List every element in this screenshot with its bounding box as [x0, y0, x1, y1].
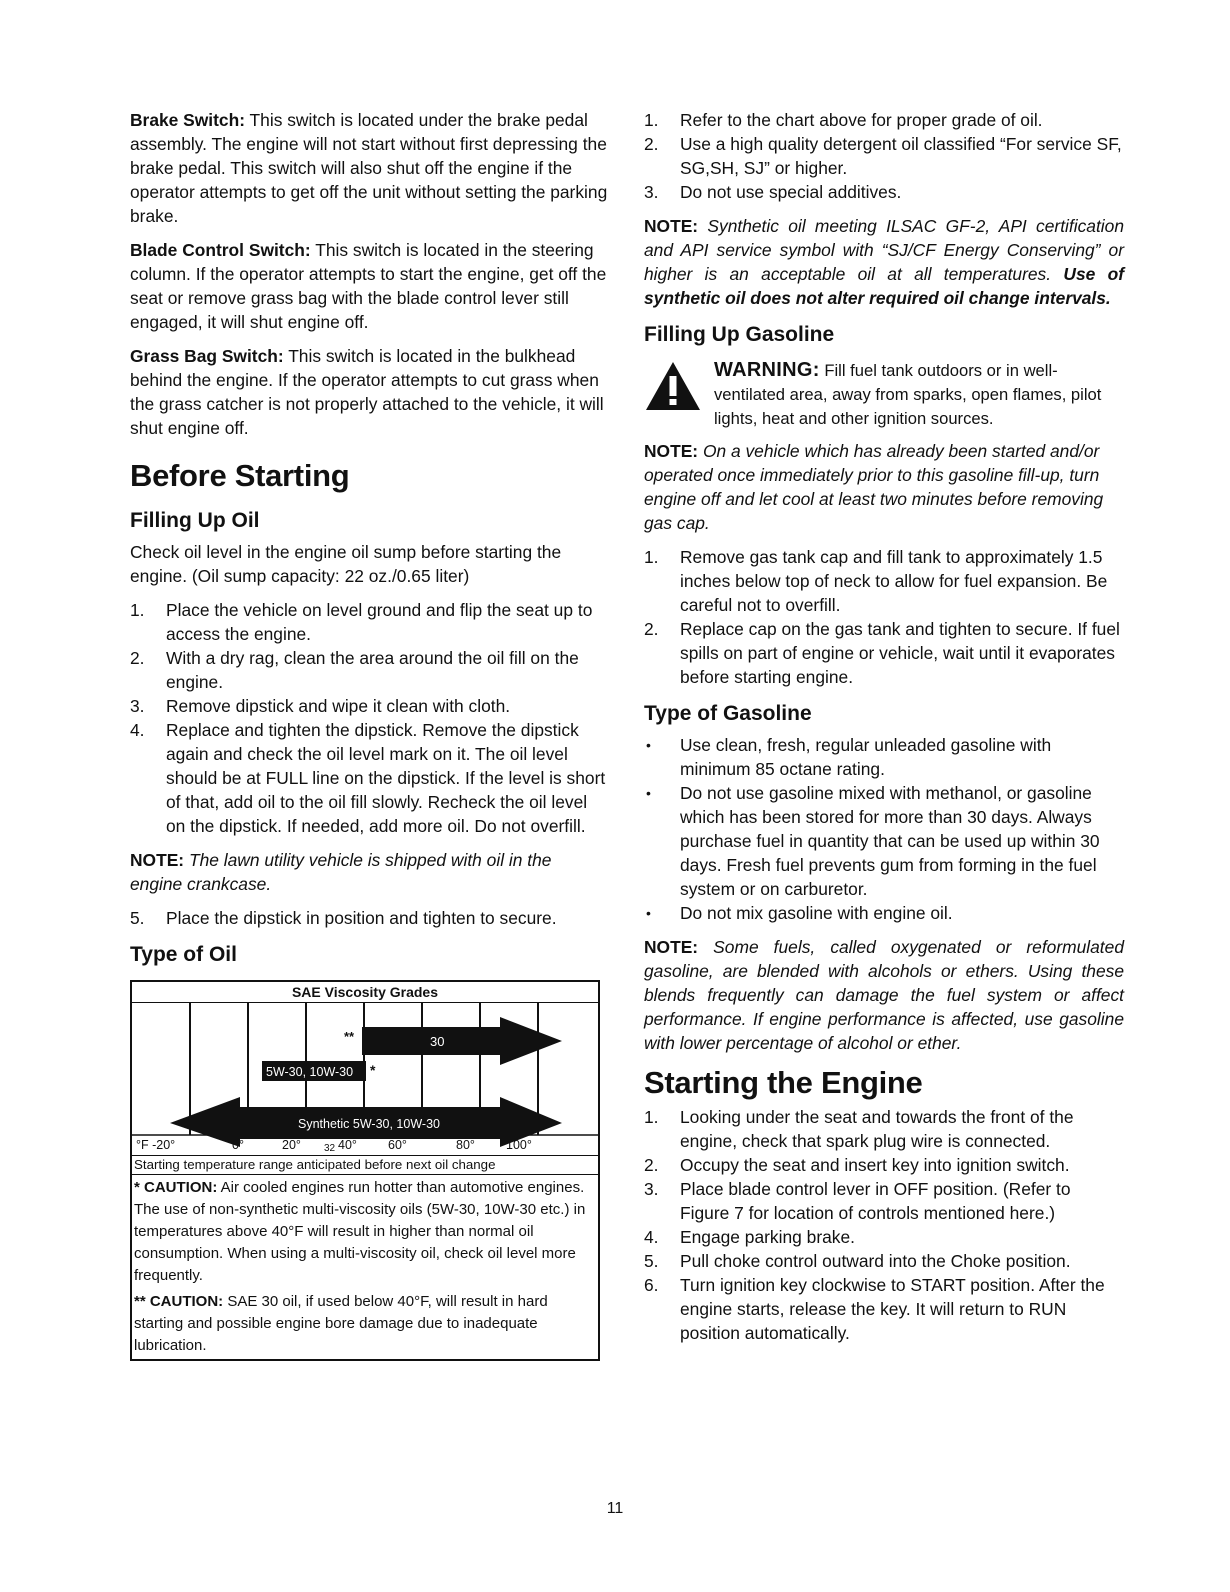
filling-gasoline-heading: Filling Up Gasoline [644, 323, 835, 346]
list-item [644, 781, 1124, 901]
bullet-icon: • [646, 905, 651, 921]
double-star-label: ** [344, 1029, 355, 1044]
list-item [130, 646, 608, 694]
warning-title: WARNING: [714, 359, 820, 381]
step-number: 1. [644, 1107, 659, 1127]
sae30-bar-label: 30 [430, 1034, 445, 1049]
axis-tick-row [132, 1135, 598, 1155]
warning-body: Fill fuel tank outdoors or in well-ventilated area, away from sparks, open flames, pilot lights, heat and other ignition sources. [714, 361, 1102, 428]
brake-switch-paragraph [130, 108, 608, 228]
list-item [644, 1249, 1124, 1273]
step-number: 3. [644, 182, 659, 202]
grass-bag-text: This switch is located in the bulkhead behind the engine. If the operator attempts to cut grass when the grass catcher is not properly attached to the vehicle, it will shut engine off. [130, 346, 604, 438]
starting-engine-steps [644, 1105, 1124, 1345]
step-text: Place the vehicle on level ground and flip the seat up to access the engine. [166, 600, 593, 644]
synthetic-bar-label: Synthetic 5W-30, 10W-30 [298, 1117, 440, 1131]
tick-label: 32 [324, 1143, 336, 1154]
viscosity-chart [132, 1003, 598, 1155]
crankcase-note [130, 848, 608, 896]
type-of-gasoline-heading: Type of Gasoline [644, 702, 812, 725]
step-number: 1. [644, 110, 659, 130]
step-number: 2. [644, 1155, 659, 1175]
before-starting-heading: Before Starting [130, 458, 350, 493]
blade-switch-paragraph [130, 238, 608, 334]
step-text: Looking under the seat and towards the front of the engine, check that spark plug wire is connected. [680, 1107, 1074, 1151]
step-number: 1. [644, 547, 659, 567]
chart-caption: Starting temperature range anticipated before next oil change [132, 1155, 598, 1175]
filling-oil-step5 [130, 906, 608, 930]
list-item [644, 733, 1124, 781]
list-item [644, 1153, 1124, 1177]
brake-switch-text: This switch is located under the brake pedal assembly. The engine will not start without first depressing the brake pedal. This switch will also shut off the engine if the operator attempts to get off the unit without setting the parking brake. [130, 110, 608, 226]
step-text: Engage parking brake. [680, 1227, 855, 1247]
step-text: Turn ignition key clockwise to START position. After the engine starts, release the key. It will return to RUN position automatically. [680, 1275, 1105, 1343]
list-item [644, 1225, 1124, 1249]
list-item [644, 108, 1124, 132]
list-item [130, 906, 608, 930]
caution-two [132, 1289, 598, 1359]
tick-label: 40° [338, 1138, 357, 1152]
page-number: 11 [606, 1500, 624, 1517]
list-item [644, 1177, 1124, 1225]
step-text: Pull choke control outward into the Choke position. [680, 1251, 1071, 1271]
gasoline-bullets [644, 733, 1124, 925]
step-text: Remove dipstick and wipe it clean with cloth. [166, 696, 511, 716]
warning-block [644, 358, 1124, 431]
list-item [644, 1105, 1124, 1153]
list-item [130, 694, 608, 718]
step-number: 5. [130, 908, 145, 928]
step-text: Replace and tighten the dipstick. Remove the dipstick again and check the oil level mark on it. The oil level should be at FULL line on the dipstick. If the level is short of that, add oil to the oil fill slowly. Recheck the oil level on the dipstick. If needed, add more oil. Do not overfill. [166, 720, 606, 836]
step-text: Replace cap on the gas tank and tighten to secure. If fuel spills on part of engine or vehicle, wait until it evaporates before starting engine. [680, 619, 1120, 687]
note-label: NOTE: [644, 441, 699, 461]
step-text: Do not use special additives. [680, 182, 902, 202]
caution-one [132, 1175, 598, 1289]
step-text: Refer to the chart above for proper grade of oil. [680, 110, 1043, 130]
step-text: With a dry rag, clean the area around the oil fill on the engine. [166, 648, 579, 692]
filling-oil-heading: Filling Up Oil [130, 509, 260, 532]
chart-title: SAE Viscosity Grades [132, 982, 598, 1003]
step-number: 4. [644, 1227, 659, 1247]
oil-grade-steps [644, 108, 1124, 204]
list-item [644, 180, 1124, 204]
blade-switch-text: This switch is located in the steering column. If the operator attempts to start the engine, get off the seat or remove grass bag with the blade control lever still engaged, it will shut engine off. [130, 240, 607, 332]
note-text: On a vehicle which has already been started and/or operated once immediately prior to this gasoline fill-up, turn engine off and let cool at least two minutes before removing gas cap. [644, 441, 1104, 533]
note-text: The lawn utility vehicle is shipped with oil in the engine crankcase. [130, 850, 552, 894]
viscosity-chart-svg [132, 1003, 598, 1155]
warning-text [714, 358, 1124, 431]
right-column [644, 108, 1124, 1355]
blade-switch-label: Blade Control Switch: [130, 240, 311, 260]
brake-switch-label: Brake Switch: [130, 110, 246, 130]
step-number: 6. [644, 1275, 659, 1295]
tick-label: 80° [456, 1138, 475, 1152]
viscosity-chart-box [130, 980, 600, 1361]
step-number: 5. [644, 1251, 659, 1271]
gas-fill-steps [644, 545, 1124, 689]
step-number: 2. [644, 134, 659, 154]
filling-oil-intro: Check oil level in the engine oil sump before starting the engine. (Oil sump capacity: 22 oz./0.65 liter) [130, 542, 562, 586]
grass-bag-paragraph [130, 344, 608, 440]
tick-label: °F -20° [136, 1138, 176, 1152]
synthetic-oil-note [644, 214, 1124, 310]
oxygenated-fuel-note [644, 935, 1124, 1055]
note-label: NOTE: [644, 216, 699, 236]
list-item [644, 617, 1124, 689]
step-number: 2. [130, 648, 145, 668]
tick-label: 60° [388, 1138, 407, 1152]
left-column [130, 108, 608, 1361]
note-label: NOTE: [130, 850, 185, 870]
caution-label: * CAUTION: [134, 1179, 218, 1196]
note-label: NOTE: [644, 937, 699, 957]
list-item [644, 132, 1124, 180]
gas-cap-note [644, 439, 1124, 535]
note-emphasis: Use of synthetic oil does not alter required oil change intervals. [644, 264, 1124, 308]
sae30-bar [362, 1017, 562, 1065]
bullet-text: Use clean, fresh, regular unleaded gasoline with minimum 85 octane rating. [680, 735, 1052, 779]
tick-label: 100° [506, 1138, 532, 1152]
bullet-icon: • [646, 785, 651, 801]
multigrade-bar-label: 5W-30, 10W-30 [266, 1065, 354, 1079]
step-text: Place blade control lever in OFF position. (Refer to Figure 7 for location of controls mentioned here.) [680, 1179, 1071, 1223]
step-text: Occupy the seat and insert key into ignition switch. [680, 1155, 1070, 1175]
filling-oil-steps [130, 598, 608, 838]
bullet-icon: • [646, 737, 651, 753]
list-item [644, 545, 1124, 617]
step-text: Use a high quality detergent oil classified “For service SF, SG,SH, SJ” or higher. [680, 134, 1122, 178]
step-number: 4. [130, 720, 145, 740]
type-of-oil-heading: Type of Oil [130, 943, 237, 966]
caution-text: SAE 30 oil, if used below 40°F, will result in hard starting and possible engine bore damage due to inadequate lubrication. [134, 1293, 548, 1354]
step-text: Place the dipstick in position and tighten to secure. [166, 908, 557, 928]
caution-text: Air cooled engines run hotter than automotive engines. The use of non-synthetic multi-viscosity oils (5W-30, 10W-30 etc.) in temperatures above 40°F will result in higher than normal oil consumption. When using a multi-viscosity oil, check oil level more frequently. [134, 1179, 586, 1284]
note-text: Synthetic oil meeting ILSAC GF-2, API certification and API service symbol with “SJ/CF Energy Conserving” or higher is an acceptable oil at all temperatures. [644, 216, 1124, 284]
bullet-text: Do not use gasoline mixed with methanol, or gasoline which has been stored for more than 30 days. Always purchase fuel in quantity that can be used up within 30 days. Fresh fuel prevents gum from forming in the fuel system or on carburetor. [680, 783, 1100, 899]
note-text: Some fuels, called oxygenated or reformulated gasoline, are blended with alcohols or ethers. Using these blends frequently can damage the fuel system or affect performance. If engine performance is affected, use gasoline with lower percentage of alcohol or ether. [644, 937, 1124, 1053]
tick-label: 20° [282, 1138, 301, 1152]
grass-bag-label: Grass Bag Switch: [130, 346, 284, 366]
caution-label: ** CAUTION: [134, 1293, 224, 1310]
list-item [130, 598, 608, 646]
starting-engine-heading: Starting the Engine [644, 1065, 923, 1100]
step-number: 3. [644, 1179, 659, 1199]
single-star-label: * [370, 1062, 376, 1078]
step-number: 3. [130, 696, 145, 716]
list-item [644, 901, 1124, 925]
list-item [644, 1273, 1124, 1345]
warning-triangle-icon [644, 360, 702, 417]
step-text: Remove gas tank cap and fill tank to approximately 1.5 inches below top of neck to allow for fuel expansion. Be careful not to overfill. [680, 547, 1108, 615]
step-number: 1. [130, 600, 145, 620]
list-item [130, 718, 608, 838]
tick-label: 0° [232, 1138, 244, 1152]
step-number: 2. [644, 619, 659, 639]
bullet-text: Do not mix gasoline with engine oil. [680, 903, 953, 923]
